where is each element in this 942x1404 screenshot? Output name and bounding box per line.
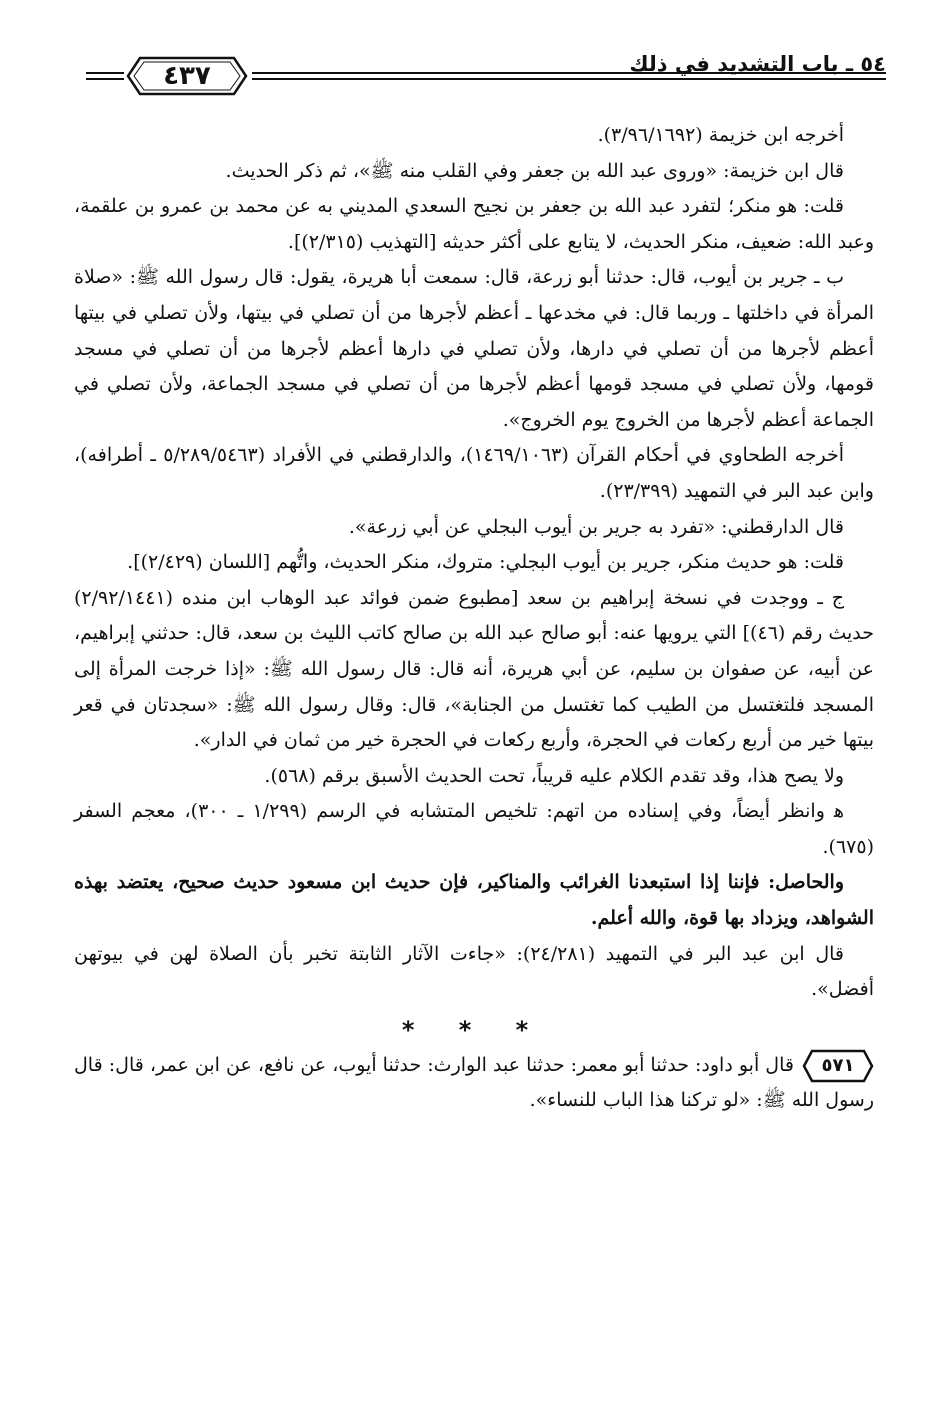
paragraph-8: ج ـ ووجدت في نسخة إبراهيم بن سعد [مطبوع ضمن فوائد عبد الوهاب ابن منده (٢/٩٢/١٤٤١) حديث رقم (٤٦)] التي يرويها عنه: أبو صالح عبد الله بن صالح كاتب الليث بن سعد، قال: حدثني إبراهيم، عن أبيه، عن صفوان بن سليم، عن أبي هريرة، أنه قال: قال رسول الله ﷺ: «إذا خرجت المرأة إلى المسجد فلتغتسل من الطيب كما تغتسل من الجنابة»، قال: وقال رسول الله ﷺ: «سجدتان في قعر بيتها خير من أربع ركعات في الحجرة، وأربع ركعات في الحجرة خير من ثمان في الدار». — [74, 586, 875, 752]
header-rule-right-2 — [252, 78, 886, 80]
paragraph-6: قال الدارقطني: «تفرد به جرير بن أيوب البجلي عن أبي زرعة». — [348, 515, 844, 538]
paragraph-4: ب ـ جرير بن أيوب، قال: حدثنا أبو زرعة، قال: سمعت أبا هريرة، يقول: قال رسول الله ﷺ: «صلاة المرأة في داخلتها ـ وربما قال: في مخدعها ـ أعظم لأجرها من أن تصلي في بيتها، ولأن تصلي في بيتها أعظم لأجرها من أن تصلي في دارها، ولأن تصلي في دارها أعظم لأجرها من أن تصلي في مسجد قومها، ولأن تصلي في مسجد قومها أعظم لأجرها من أن تصلي في مسجد الجماعة، ولأن تصلي في الجماعة أعظم لأجرها من الخروج يوم الخروج». — [74, 266, 874, 431]
paragraph-3: قلت: هو منكر؛ لتفرد عبد الله بن جعفر بن نجيح السعدي المديني به عن محمد بن عمرو بن علقمة، وعبد الله: ضعيف، منكر الحديث، لا يتابع على أكثر حديثه [التهذيب (٢/٣١٥)]. — [74, 195, 874, 253]
hadith-text: قال أبو داود: حدثنا أبو معمر: حدثنا عبد الوارث: حدثنا أيوب، عن نافع، عن ابن عمر، قال: قال رسول الله ﷺ: «لو تركنا هذا الباب للنساء». — [74, 1053, 874, 1112]
paragraph-9: ولا يصح هذا، وقد تقدم الكلام عليه قريباً، تحت الحديث الأسبق برقم (٥٦٨). — [264, 764, 844, 787]
page-header — [86, 44, 886, 106]
chapter-title: ٥٤ ـ باب التشديد في ذلك — [629, 52, 886, 76]
page-body — [74, 118, 874, 1119]
header-rule-left-2 — [86, 78, 124, 80]
paragraph-12: قال ابن عبد البر في التمهيد (٢٤/٢٨١): «جاءت الآثار الثابتة تخبر بأن الصلاة لهن في بيوتهن أفضل». — [74, 942, 874, 1001]
hadith-number-badge — [802, 1049, 874, 1083]
header-rule-left — [86, 72, 124, 74]
page-number: ٤٣٧ — [163, 61, 211, 91]
paragraph-11: والحاصل: فإننا إذا استبعدنا الغرائب والمناكير، فإن حديث ابن مسعود حديث صحيح، يعتضد بهذه الشواهد، ويزداد بها قوة، والله أعلم. — [74, 871, 874, 930]
paragraph-2: قال ابن خزيمة: «وروى عبد الله بن جعفر وفي القلب منه ﷺ»، ثم ذكر الحديث. — [225, 159, 844, 182]
paragraph-5: أخرجه الطحاوي في أحكام القرآن (١٤٦٩/١٠٦٣)، والدارقطني في الأفراد (٥/٢٨٩/٥٤٦٣ ـ أطرافه)، وابن عبد البر في التمهيد (٢٣/٣٩٩). — [74, 444, 874, 502]
paragraph-7: قلت: هو حديث منكر، جرير بن أيوب البجلي: متروك، منكر الحديث، واتُّهم [اللسان (٢/٤٢٩)]. — [127, 551, 844, 574]
section-separator: * * * — [401, 1015, 547, 1044]
paragraph-1: أخرجه ابن خزيمة (٣/٩٦/١٦٩٢). — [597, 124, 844, 146]
paragraph-10: ﻫ وانظر أيضاً، وفي إسناده من اتهم: تلخيص المتشابه في الرسم (١/٢٩٩ ـ ٣٠٠)، معجم السفر (٦٧٥). — [74, 800, 874, 858]
page-number-badge — [126, 56, 248, 96]
hadith-number: ٥٧١ — [821, 1055, 855, 1077]
hadith-paragraph — [74, 1048, 874, 1119]
